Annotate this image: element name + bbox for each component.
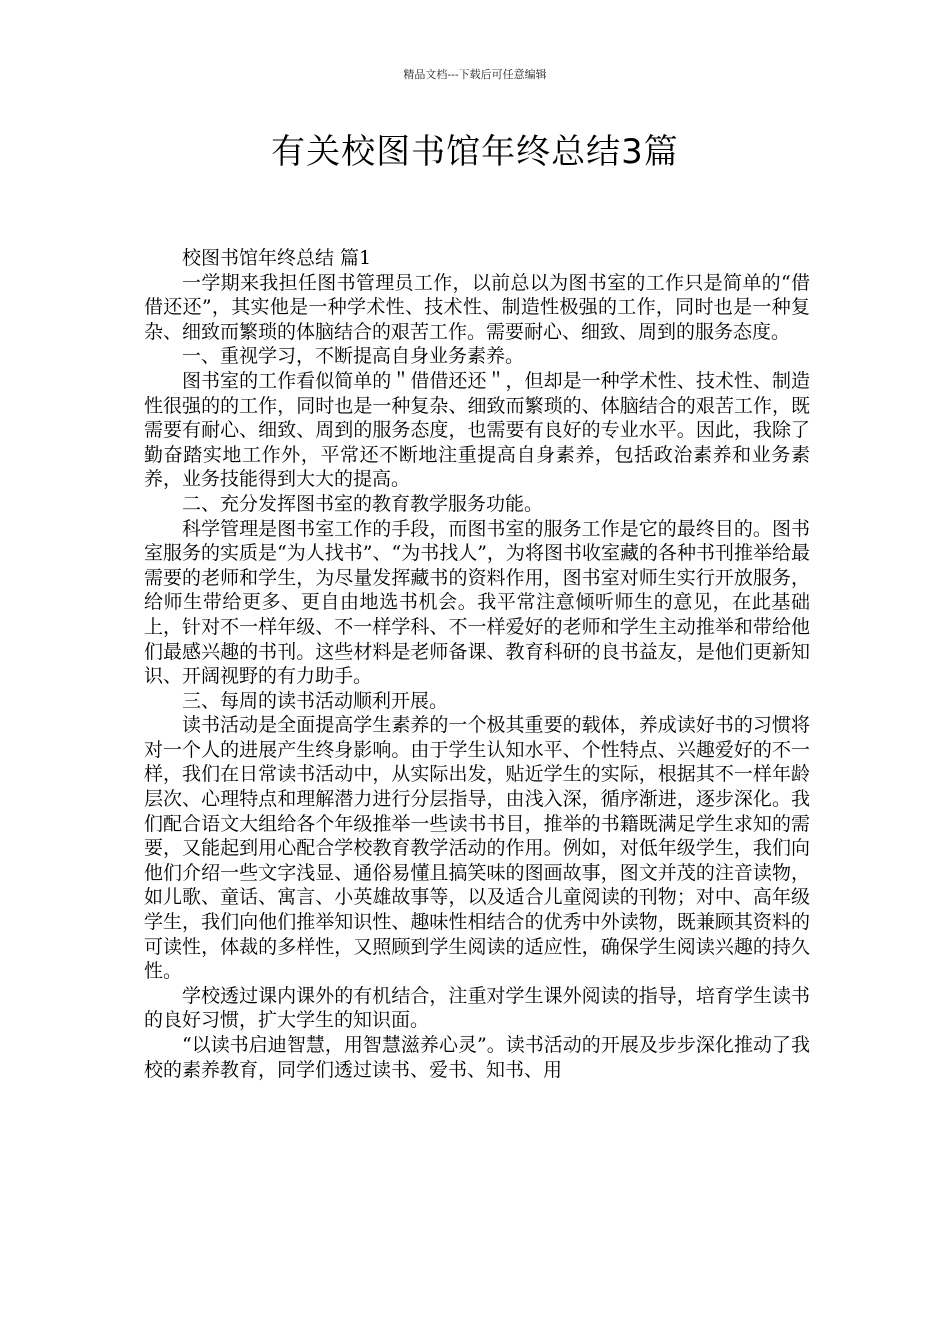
paragraph: 学校透过课内课外的有机结合，注重对学生课外阅读的指导，培育学生读书的良好习惯，扩大学生的知识面。 [144, 984, 810, 1032]
section-heading: 校图书馆年终总结 篇1 [182, 247, 372, 269]
paragraph: “以读书启迪智慧，用智慧滋养心灵”。读书活动的开展及步步深化推动了我校的素养教育，同学们透过读书、爱书、知书、用 [144, 1034, 810, 1081]
subheading: 三、每周的读书活动顺利开展。 [182, 689, 449, 712]
document-title: 有关校图书馆年终总结3篇 [271, 132, 679, 172]
document-body [144, 246, 810, 1082]
paragraph: 图书室的工作看似简单的＂借借还还＂，但却是一种学术性、技术性、制造性很强的的工作，同时也是一种复杂、细致而繁琐的、体脑结合的艰苦工作，既需要有耐心、细致、周到的服务态度，也需要有良好的专业水平。因此，我除了勤奋踏实地工作外，平常还不断地注重提高自身素养，包括政治素养和业务素养，业务技能得到大大的提高。 [144, 369, 810, 491]
subheading: 一、重视学习，不断提高自身业务素养。 [182, 345, 525, 368]
paragraph: 读书活动是全面提高学生素养的一个极其重要的载体，养成读好书的习惯将对一个人的进展产生终身影响。由于学生认知水平、个性特点、兴趣爱好的不一样，我们在日常读书活动中，从实际出发，贴近学生的实际，根据其不一样年龄层次、心理特点和理解潜力进行分层指导，由浅入深，循序渐进，逐步深化。我们配合语文大组给各个年级推举一些读书书目，推举的书籍既满足学生求知的需要，又能起到用心配合学校教育教学活动的作用。例如，对低年级学生，我们向他们介绍一些文字浅显、通俗易懂且搞笑味的图画故事，图文并茂的注音读物，如儿歌、童话、寓言、小英雄故事等，以及适合儿童阅读的刊物；对中、高年级学生，我们向他们推举知识性、趣味性相结合的优秀中外读物，既兼顾其资料的可读性，体裁的多样性，又照顾到学生阅读的适应性，确保学生阅读兴趣的持久性。 [144, 714, 810, 983]
subheading: 二、充分发挥图书室的教育教学服务功能。 [182, 492, 544, 515]
paragraph: 一学期来我担任图书管理员工作，以前总以为图书室的工作只是简单的“借借还还”，其实他是一种学术性、技术性、制造性极强的工作，同时也是一种复杂、细致而繁琐的体脑结合的艰苦工作。需要耐心、细致、周到的服务态度。 [144, 271, 810, 343]
paragraph: 科学管理是图书室工作的手段，而图书室的服务工作是它的最终目的。图书室服务的实质是“为人找书”、“为书找人”，为将图书收室藏的各种书刊推举给最需要的老师和学生，为尽量发挥藏书的资料作用，图书室对师生实行开放服务，给师生带给更多、更自由地选书机会。我平常注意倾听师生的意见，在此基础上，针对不一样年级、不一样学科、不一样爱好的老师和学生主动推举和带给他们最感兴趣的书刊。这些材料是老师备课、教育科研的良书益友，是他们更新知识、开阔视野的有力助手。 [144, 517, 810, 688]
header-note: 精品文档---下载后可任意编辑 [403, 68, 547, 81]
